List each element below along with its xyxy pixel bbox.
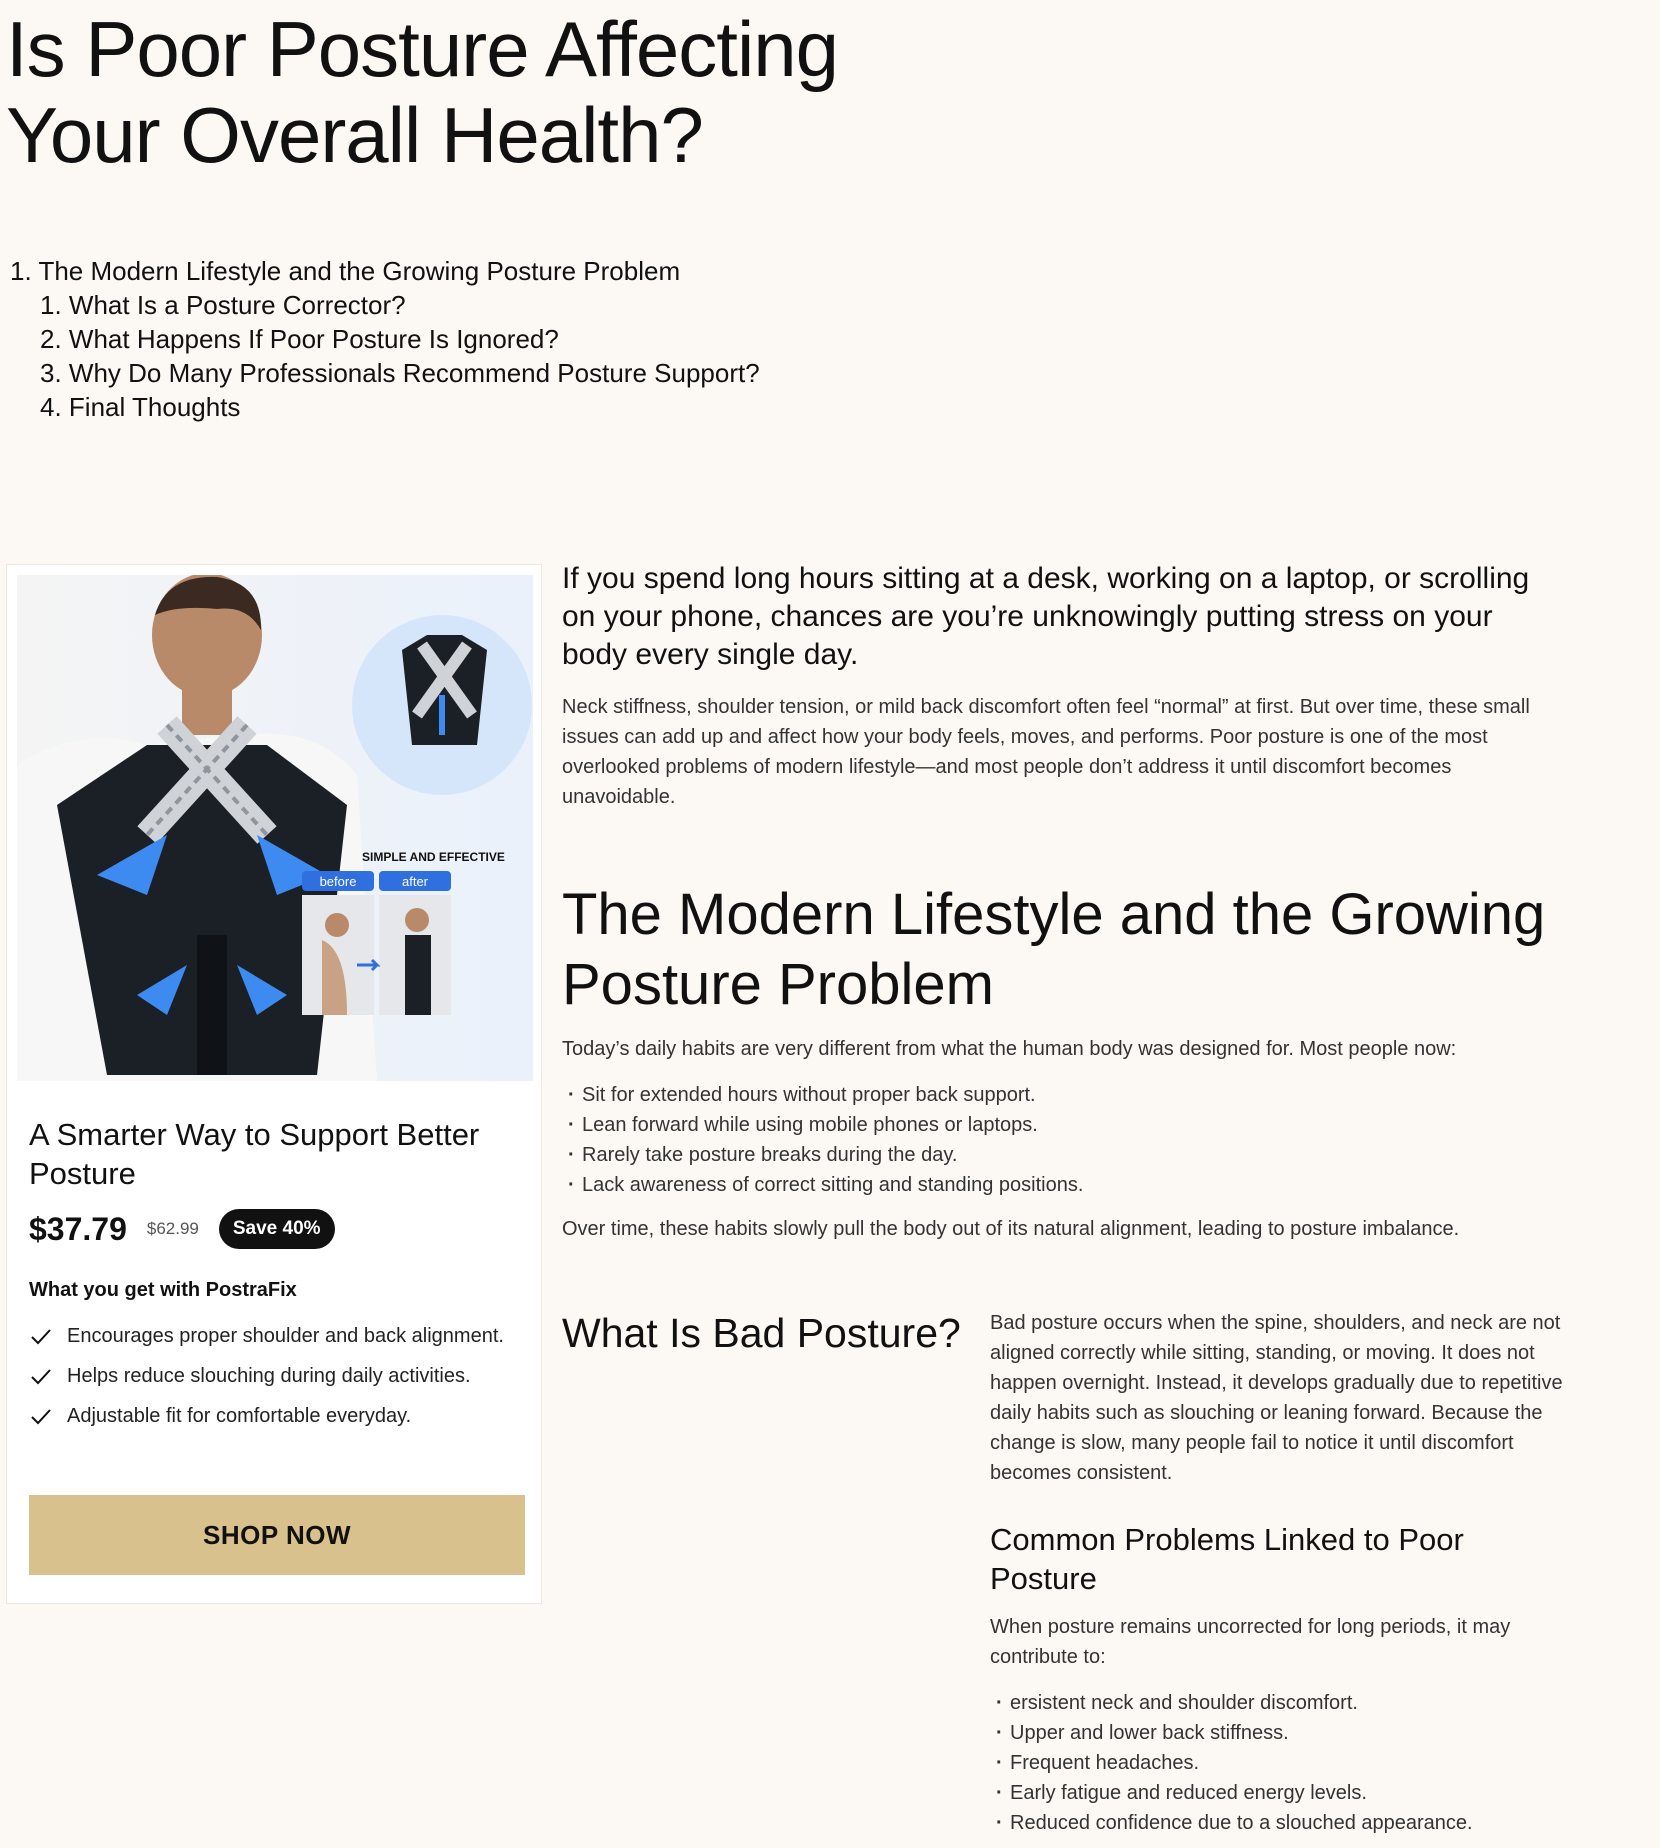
section-modern-lifestyle-conclusion: Over time, these habits slowly pull the body out of its natural alignment, leading to posture imbalance.: [562, 1218, 1460, 1240]
toc-item-posture-corrector[interactable]: 1. What Is a Posture Corrector?: [40, 290, 406, 320]
feature-item: [29, 1361, 519, 1391]
price-row: [29, 1209, 335, 1249]
feature-text: Helps reduce slouching during daily activities.: [67, 1365, 471, 1387]
product-title: A Smarter Way to Support Better Posture: [29, 1117, 480, 1191]
toc-item-poor-posture-ignored[interactable]: 2. What Happens If Poor Posture Is Ignored?: [40, 324, 559, 354]
section-common-problems-heading: Common Problems Linked to Poor Posture: [990, 1522, 1464, 1596]
sale-price: $37.79: [29, 1210, 127, 1247]
list-item: · Reduced confidence due to a slouched appearance.: [996, 1808, 1473, 1838]
image-tagline: SIMPLE AND EFFECTIVE: [362, 850, 505, 864]
list-item: · Frequent headaches.: [996, 1748, 1473, 1778]
shop-now-button[interactable]: SHOP NOW: [29, 1495, 525, 1575]
section-common-problems-intro: When posture remains uncorrected for long periods, it may contribute to:: [990, 1616, 1511, 1668]
feature-text: Adjustable fit for comfortable everyday.: [67, 1405, 412, 1427]
list-item: · Sit for extended hours without proper back support.: [568, 1080, 1083, 1110]
what-you-get-heading: What you get with PostraFix: [29, 1279, 297, 1301]
toc-item-modern-lifestyle[interactable]: 1. The Modern Lifestyle and the Growing Posture Problem: [10, 256, 681, 286]
after-label: after: [401, 874, 429, 889]
check-icon: [29, 1361, 53, 1391]
check-icon: [29, 1321, 53, 1351]
intro-paragraph: Neck stiffness, shoulder tension, or mild back discomfort often feel “normal” at first. But over time, these small issues can add up and affect how your body feels, moves, and performs. Poor posture is one of the most overlooked problems of modern lifestyle—and most people don’t address it until discomfort becomes unavoidable.: [562, 696, 1530, 808]
product-image[interactable]: [17, 575, 533, 1081]
list-item: · Rarely take posture breaks during the day.: [568, 1140, 1083, 1170]
section-modern-lifestyle-heading: The Modern Lifestyle and the Growing Posture Problem: [562, 882, 1546, 1017]
compare-price: $62.99: [146, 1219, 199, 1238]
feature-item: [29, 1401, 519, 1431]
list-item: · Upper and lower back stiffness.: [996, 1718, 1473, 1748]
feature-text: Encourages proper shoulder and back alignment.: [67, 1325, 504, 1347]
habits-list: [568, 1080, 1083, 1200]
feature-list: [29, 1321, 519, 1441]
section-modern-lifestyle-intro: Today’s daily habits are very different from what the human body was designed for. Most people now:: [562, 1038, 1457, 1060]
lead-paragraph: If you spend long hours sitting at a desk, working on a laptop, or scrolling on your phone, chances are you’re unknowingly putting stress on your body every single day.: [562, 562, 1530, 671]
toc-item-professionals-recommend[interactable]: 3. Why Do Many Professionals Recommend Posture Support?: [40, 358, 760, 388]
problems-list: [996, 1688, 1473, 1838]
page-title-line-2: Your Overall Health?: [6, 91, 703, 179]
list-item: · ersistent neck and shoulder discomfort.: [996, 1688, 1473, 1718]
list-item: · Early fatigue and reduced energy levels.: [996, 1778, 1473, 1808]
save-badge: Save 40%: [219, 1209, 335, 1249]
page-title-line-1: Is Poor Posture Affecting: [6, 5, 839, 93]
section-bad-posture-text: Bad posture occurs when the spine, shoulders, and neck are not aligned correctly while sitting, standing, or moving. It does not happen overnight. Instead, it develops gradually due to repetitive daily habits such as slouching or leaning forward. Because the change is slow, many people fail to notice it until discomfort becomes consistent.: [990, 1312, 1563, 1484]
before-label: before: [319, 874, 357, 889]
check-icon: [29, 1401, 53, 1431]
table-of-contents: [10, 254, 760, 424]
section-bad-posture-heading: What Is Bad Posture?: [562, 1310, 961, 1356]
product-card: [6, 564, 542, 1604]
list-item: · Lack awareness of correct sitting and standing positions.: [568, 1170, 1083, 1200]
toc-item-final-thoughts[interactable]: 4. Final Thoughts: [40, 392, 241, 422]
feature-item: [29, 1321, 519, 1351]
list-item: · Lean forward while using mobile phones or laptops.: [568, 1110, 1083, 1140]
page-title: [6, 6, 906, 178]
